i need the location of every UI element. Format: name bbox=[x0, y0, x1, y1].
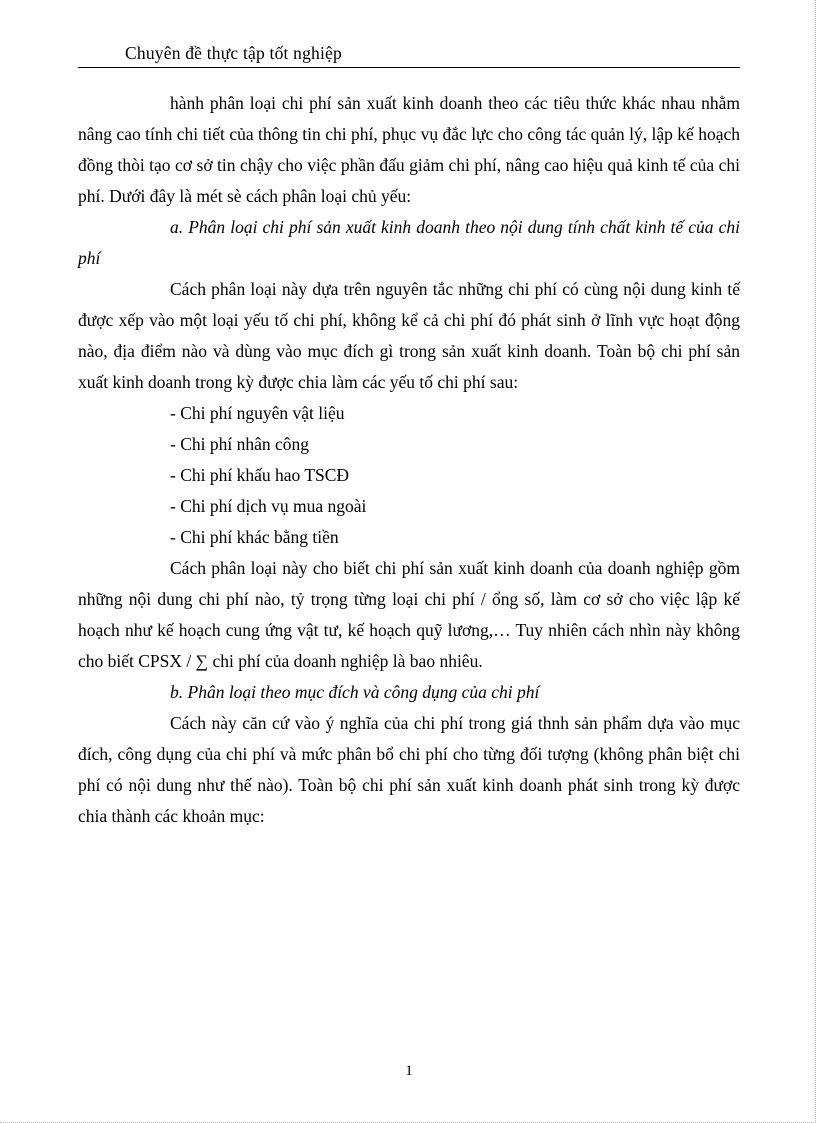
paragraph-classification-benefit: Cách phân loại này cho biết chi phí sản xuất kinh doanh của doanh nghiệp gồm những nội dung chi phí nào, tỷ trọng từng loại chi phí / ổng số, làm cơ sở cho việc lập kế hoạch như kế hoạch cung ứng vật tư, kế hoạch quỹ lương,… Tuy nhiên cách nhìn này không cho biết CPSX / ∑ chi phí của doanh nghiệp là bao nhiêu. bbox=[78, 558, 740, 671]
heading-section-b: b. Phân loại theo mục đích và công dụng của chi phí bbox=[170, 682, 540, 702]
paragraph-classification-principle: Cách phân loại này dựa trên nguyên tắc những chi phí có cùng nội dung kinh tế được xếp vào một loại yếu tố chi phí, không kể cả chi phí đó phát sinh ở lĩnh vực hoạt động nào, địa điểm nào và dùng vào mục đích gì trong sản xuất kinh doanh. Toàn bộ chi phí sản xuất kinh doanh trong kỳ được chia làm các yếu tố chi phí sau: bbox=[78, 279, 740, 392]
page-header bbox=[78, 42, 740, 68]
header-rule bbox=[78, 67, 740, 68]
document-body bbox=[78, 88, 740, 832]
cost-item-labor: - Chi phí nhân công bbox=[170, 434, 310, 454]
paragraph-intro: hành phân loại chi phí sản xuất kinh doanh theo các tiêu thức khác nhau nhằm nâng cao tính chi tiết của thông tin chi phí, phục vụ đắc lực cho công tác quản lý, lập kế hoạch đồng thòi tạo cơ sở tin chậy cho việc phần đấu giảm chi phí, nâng cao hiệu quả kinh tế của chi phí. Dưới đây là mét sè cách phân loại chủ yếu: bbox=[78, 93, 740, 206]
heading-section-a: a. Phân loại chi phí sản xuất kinh doanh theo nội dung tính chất kinh tế của chi phí bbox=[78, 217, 740, 268]
cost-item-other-cash: - Chi phí khác bằng tiền bbox=[170, 527, 339, 547]
page-footer bbox=[78, 1063, 740, 1080]
cost-item-materials: - Chi phí nguyên vật liệu bbox=[170, 403, 345, 423]
page-number: 1 bbox=[405, 1063, 413, 1079]
paragraph-purpose-classification: Cách này căn cứ vào ý nghĩa của chi phí trong giá thnh sản phẩm dựa vào mục đích, công dụng của chi phí và mức phân bổ chi phí cho từng đối tượng (không phân biệt chi phí có nội dung như thế nào). Toàn bộ chi phí sản xuất kinh doanh phát sinh trong kỳ được chia thành các khoản mục: bbox=[78, 713, 740, 826]
cost-item-outside-services: - Chi phí dịch vụ mua ngoài bbox=[170, 496, 367, 516]
cost-item-depreciation: - Chi phí khấu hao TSCĐ bbox=[170, 465, 350, 485]
header-title: Chuyên đề thực tập tốt nghiệp bbox=[125, 43, 342, 63]
